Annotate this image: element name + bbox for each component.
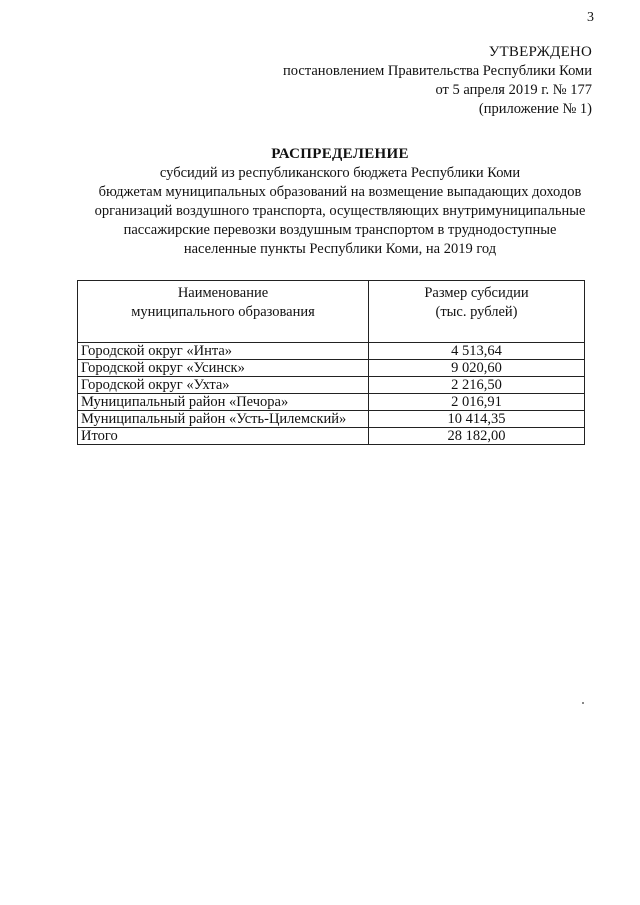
table-header-row xyxy=(78,281,585,343)
subsidy-cell: 2 016,91 xyxy=(369,394,585,411)
table-row xyxy=(78,377,585,394)
approval-title: УТВЕРЖДЕНО xyxy=(488,44,592,60)
subsidy-cell: 10 414,35 xyxy=(369,411,585,428)
subsidy-cell: 9 020,60 xyxy=(369,360,585,377)
subsidy-table xyxy=(77,280,585,445)
municipality-cell: Муниципальный район «Усть-Цилемский» xyxy=(78,411,369,428)
page-number: 3 xyxy=(587,10,594,25)
header-municipality-line2: муниципального образования xyxy=(131,304,315,320)
header-subsidy-line2: (тыс. рублей) xyxy=(435,304,518,320)
total-row xyxy=(78,428,585,445)
total-label-cell: Итого xyxy=(78,428,369,445)
table-row xyxy=(78,394,585,411)
document-title: РАСПРЕДЕЛЕНИЕ xyxy=(271,146,409,162)
heading-line: населенные пункты Республики Коми, на 2019 год xyxy=(183,241,497,257)
header-subsidy-amount xyxy=(369,281,585,343)
municipality-cell: Городской округ «Инта» xyxy=(78,343,369,360)
municipality-cell: Городской округ «Усинск» xyxy=(78,360,369,377)
document-heading xyxy=(60,145,620,259)
scan-speck xyxy=(582,702,584,704)
heading-line: пассажирские перевозки воздушным транспортом в труднодоступные xyxy=(123,222,557,238)
header-municipality xyxy=(78,281,369,343)
subsidy-cell: 2 216,50 xyxy=(369,377,585,394)
heading-line: бюджетам муниципальных образований на возмещение выпадающих доходов xyxy=(98,184,582,200)
heading-line: организаций воздушного транспорта, осуществляющих внутримуниципальные xyxy=(94,203,586,219)
table-row xyxy=(78,411,585,428)
header-municipality-line1: Наименование xyxy=(177,285,269,301)
municipality-cell: Городской округ «Ухта» xyxy=(78,377,369,394)
municipality-cell: Муниципальный район «Печора» xyxy=(78,394,369,411)
approval-decree-line: постановлением Правительства Республики Коми xyxy=(283,63,592,79)
heading-line: субсидий из республиканского бюджета Республики Коми xyxy=(159,165,521,181)
table-row xyxy=(78,360,585,377)
total-value-cell: 28 182,00 xyxy=(369,428,585,445)
subsidy-cell: 4 513,64 xyxy=(369,343,585,360)
header-subsidy-line1: Размер субсидии xyxy=(424,285,529,301)
approval-date-line: от 5 апреля 2019 г. № 177 xyxy=(435,82,592,98)
table-row xyxy=(78,343,585,360)
approval-block xyxy=(283,43,592,119)
approval-appendix-line: (приложение № 1) xyxy=(478,101,592,117)
